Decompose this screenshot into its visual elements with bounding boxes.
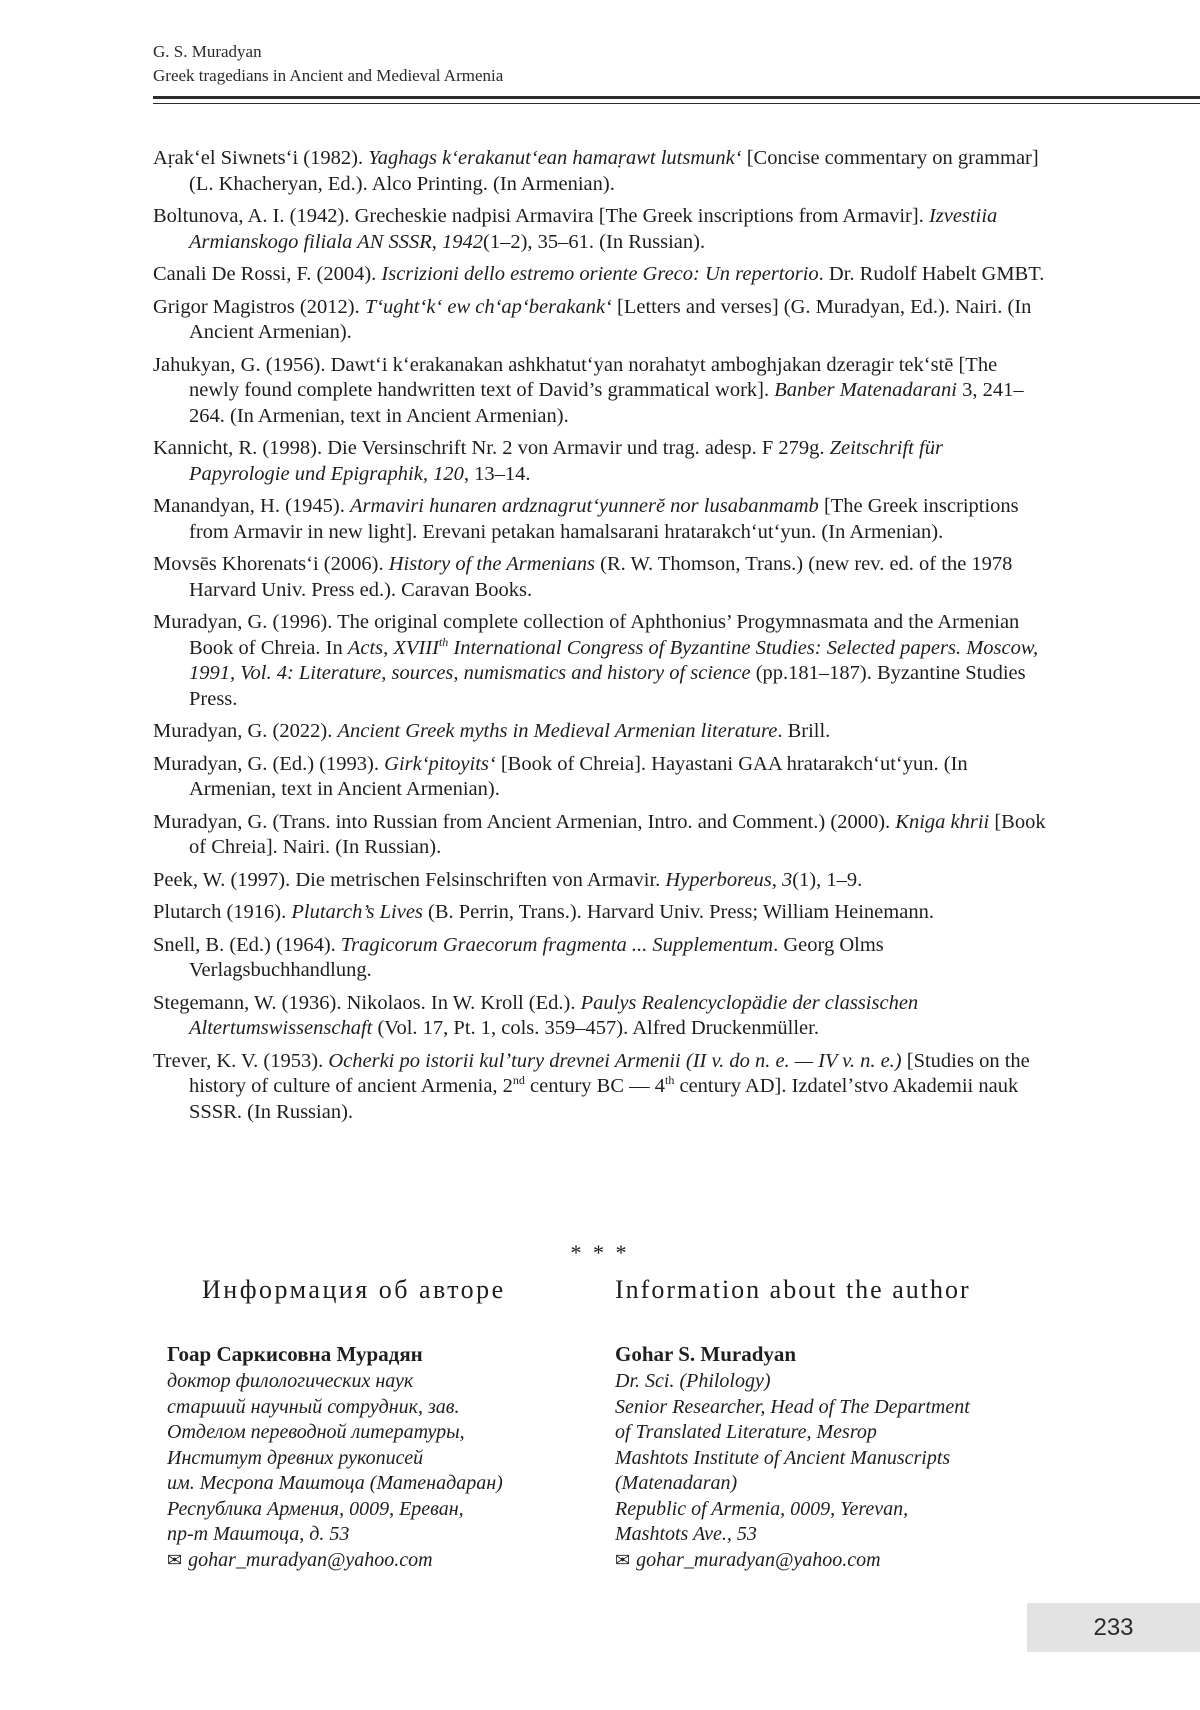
author-email-text[interactable]: gohar_muradyan@yahoo.com: [636, 1548, 881, 1571]
reference-text: Aṛakʻel Siwnetsʻi (1982).: [153, 147, 369, 169]
reference-entry: [153, 552, 1046, 603]
reference-italic-text: Plutarch’s Lives: [291, 901, 423, 923]
reference-text: Movsēs Khorenatsʻi (2006).: [153, 553, 389, 575]
reference-italic-text: Izvestiia Armianskogo filiala AN SSSR, 1942: [189, 205, 998, 253]
reference-italic-text: Paulys Realencyclopädie der classischen Altertumswissenschaft: [189, 991, 919, 1039]
author-email-russian[interactable]: [167, 1548, 607, 1574]
reference-entry: [153, 900, 1046, 926]
reference-text: . Dr. Rudolf Habelt GMBT.: [818, 263, 1045, 285]
reference-text: [Book of Chreia]. Nairi. (In Russian).: [189, 810, 1046, 858]
reference-italic-text: Tragicorum Graecorum fragmenta ... Supplementum: [340, 933, 774, 956]
reference-entry: [153, 610, 1046, 712]
reference-entry: [153, 933, 1046, 984]
reference-list: [153, 146, 1046, 1132]
author-line: старший научный сотрудник, зав.: [167, 1395, 460, 1418]
reference-italic-text: International Congress of Byzantine Studies: Selected papers. Moscow, 1991, Vol. 4: Literature, sources, numismatics and history of science: [189, 636, 1039, 684]
header-rule-thick: [153, 96, 1200, 99]
reference-text: Muradyan, G. (Trans. into Russian from Ancient Armenian, Intro. and Comment.) (2000).: [153, 810, 896, 833]
section-divider: * * *: [570, 1240, 630, 1265]
reference-text: . Georg Olms Verlagsbuchhandlung.: [189, 933, 884, 981]
reference-italic-text: Ocherki po istorii kulʼtury drevnei Armenii (II v. do n. e. — IV v. n. e.): [328, 1049, 902, 1072]
author-heading-russian: Информация об авторе: [202, 1275, 506, 1304]
reference-entry: [153, 719, 1046, 745]
reference-text: (1), 1–9.: [792, 868, 863, 891]
reference-entry: [153, 1049, 1046, 1126]
reference-text: (pp.181–187). Byzantine Studies Press.: [189, 662, 1026, 710]
author-line: пр-т Маштоца, д. 53: [167, 1523, 350, 1545]
author-name-russian: Гоар Саркисовна Мурадян: [167, 1342, 423, 1366]
reference-italic-text: Armaviri hunaren ardznagrutʻyunnerĕ nor lusabanmamb: [349, 495, 819, 517]
reference-text: (1–2), 35–61. (In Russian).: [483, 230, 706, 253]
reference-text: Peek, W. (1997). Die metrischen Felsinschriften von Armavir.: [153, 868, 666, 891]
reference-italic-text: Girkʻpitoyitsʻ: [384, 752, 496, 775]
reference-italic-text: Iscrizioni dello estremo oriente Greco: Un repertorio: [381, 263, 819, 285]
reference-text: Plutarch (1916).: [153, 901, 292, 923]
author-line: Senior Researcher, Head of The Department: [615, 1395, 970, 1418]
reference-entry: [153, 494, 1046, 545]
reference-italic-text: Hyperboreus, 3: [665, 868, 793, 891]
author-info-english: [615, 1273, 1055, 1573]
author-line: Mashtots Institute of Ancient Manuscripts: [615, 1446, 951, 1469]
reference-entry: [153, 868, 1046, 894]
author-line: (Matenadaran): [615, 1472, 738, 1494]
author-line: Republic of Armenia, 0009, Yerevan,: [615, 1497, 909, 1520]
reference-italic-text: History of the Armenians: [388, 553, 596, 575]
reference-text: (Vol. 17, Pt. 1, cols. 359–457). Alfred Druckenmüller.: [372, 1017, 819, 1039]
reference-text: [Letters and verses] (G. Muradyan, Ed.). Nairi. (In Ancient Armenian).: [189, 295, 1032, 343]
reference-text: . Brill.: [777, 720, 831, 742]
author-name-english: Gohar S. Muradyan: [615, 1342, 797, 1366]
author-heading-english: Information about the author: [615, 1275, 971, 1304]
author-email-text[interactable]: gohar_muradyan@yahoo.com: [188, 1548, 433, 1571]
author-line: Республика Армения, 0009, Ереван,: [167, 1497, 464, 1520]
running-head-title: Greek tragedians in Ancient and Medieval Armenia: [153, 66, 504, 85]
reference-italic-text: Yaghags kʻerakanutʻean hamaṛawt lutsmunkʻ: [368, 147, 742, 169]
reference-italic-text: Tʻughtʻkʻ ew chʻapʻberakankʻ: [364, 295, 612, 318]
header-rule-thin: [153, 103, 1200, 104]
page-number-tab: [1027, 1603, 1200, 1652]
reference-text: Canali De Rossi, F. (2004).: [153, 263, 382, 285]
reference-text: (B. Perrin, Trans.). Harvard Univ. Press; William Heinemann.: [422, 901, 934, 923]
running-head: [153, 40, 1153, 88]
reference-text: Grigor Magistros (2012).: [153, 295, 365, 318]
reference-text: Muradyan, G. (2022).: [153, 720, 338, 742]
reference-entry: [153, 991, 1046, 1042]
reference-text: century BC — 4: [524, 1075, 665, 1097]
author-line: им. Месропа Маштоца (Матенадаран): [167, 1472, 503, 1494]
reference-italic-text: th: [438, 634, 449, 649]
reference-italic-text: Acts, XVIII: [347, 636, 439, 659]
reference-text: Kannicht, R. (1998). Die Versinschrift Nr. 2 von Armavir und trag. adesp. F 279g.: [153, 437, 830, 459]
reference-text: (R. W. Thomson, Trans.) (new rev. ed. of the 1978 Harvard Univ. Press ed.). Caravan Books.: [189, 553, 1013, 601]
reference-entry: [153, 436, 1046, 487]
reference-entry: [153, 353, 1046, 430]
reference-text: [The Greek inscriptions from Armavir in new light]. Erevani petakan hamalsarani hratarakchʻutʻyun. (In Armenian).: [189, 495, 1019, 543]
reference-text: Stegemann, W. (1936). Nikolaos. In W. Kroll (Ed.).: [153, 991, 581, 1014]
reference-text: Boltunova, A. I. (1942). Grecheskie nadpisi Armavira [The Greek inscriptions from Armavir].: [153, 205, 929, 227]
author-line: Отделом переводной литературы,: [167, 1421, 465, 1443]
reference-text: Jahukyan, G. (1956). Dawtʻi kʻerakanakan ashkhatutʻyan norahatyt amboghjakan dzeragir tekʻstē [The newly found complete handwritten text of David’s grammatical work].: [153, 353, 998, 401]
author-email-english[interactable]: [615, 1548, 1055, 1574]
author-line: доктор филологических наук: [167, 1370, 414, 1392]
running-head-author: G. S. Muradyan: [153, 42, 262, 61]
envelope-icon: ✉: [615, 1549, 631, 1570]
author-line: Институт древних рукописей: [167, 1446, 424, 1469]
envelope-icon: ✉: [167, 1549, 183, 1570]
reference-text: th: [665, 1073, 675, 1088]
author-info-russian: [167, 1273, 607, 1573]
reference-text: century AD]. Izdatelʼstvo Akademii nauk SSSR. (In Russian).: [189, 1075, 1019, 1123]
reference-text: 3, 241–264. (In Armenian, text in Ancient Armenian).: [189, 379, 1024, 427]
reference-text: Snell, B. (Ed.) (1964).: [153, 933, 341, 956]
page-number: 233: [1093, 1614, 1134, 1641]
author-line: of Translated Literature, Mesrop: [615, 1421, 877, 1443]
reference-entry: [153, 295, 1046, 346]
reference-text: [Book of Chreia]. Hayastani GAA hratarakchʻutʻyun. (In Armenian, text in Ancient Armenian).: [189, 752, 968, 800]
reference-text: Muradyan, G. (1996). The original complete collection of Aphthonius’ Progymnasmata and the Armenian Book of Chreia. In: [153, 611, 1020, 659]
reference-entry: [153, 752, 1046, 803]
reference-entry: [153, 810, 1046, 861]
reference-text: [Studies on the history of culture of ancient Armenia, 2: [189, 1049, 1030, 1097]
reference-italic-text: Ancient Greek myths in Medieval Armenian literature: [337, 720, 778, 742]
reference-italic-text: Zeitschrift für Papyrologie und Epigraphik, 120: [189, 437, 943, 485]
author-line: Mashtots Ave., 53: [615, 1523, 757, 1545]
reference-italic-text: Kniga khrii: [895, 810, 990, 833]
reference-entry: [153, 262, 1046, 288]
reference-text: Manandyan, H. (1945).: [153, 495, 350, 517]
reference-text: nd: [512, 1073, 525, 1088]
reference-entry: [153, 146, 1046, 197]
author-line: Dr. Sci. (Philology): [615, 1370, 771, 1392]
reference-text: Trever, K. V. (1953).: [153, 1049, 329, 1072]
reference-italic-text: Banber Matenadarani: [774, 379, 958, 401]
reference-text: Muradyan, G. (Ed.) (1993).: [153, 752, 385, 775]
reference-text: , 13–14.: [463, 462, 531, 485]
reference-text: [Concise commentary on grammar] (L. Khacheryan, Ed.). Alco Printing. (In Armenian).: [189, 147, 1039, 195]
reference-entry: [153, 204, 1046, 255]
